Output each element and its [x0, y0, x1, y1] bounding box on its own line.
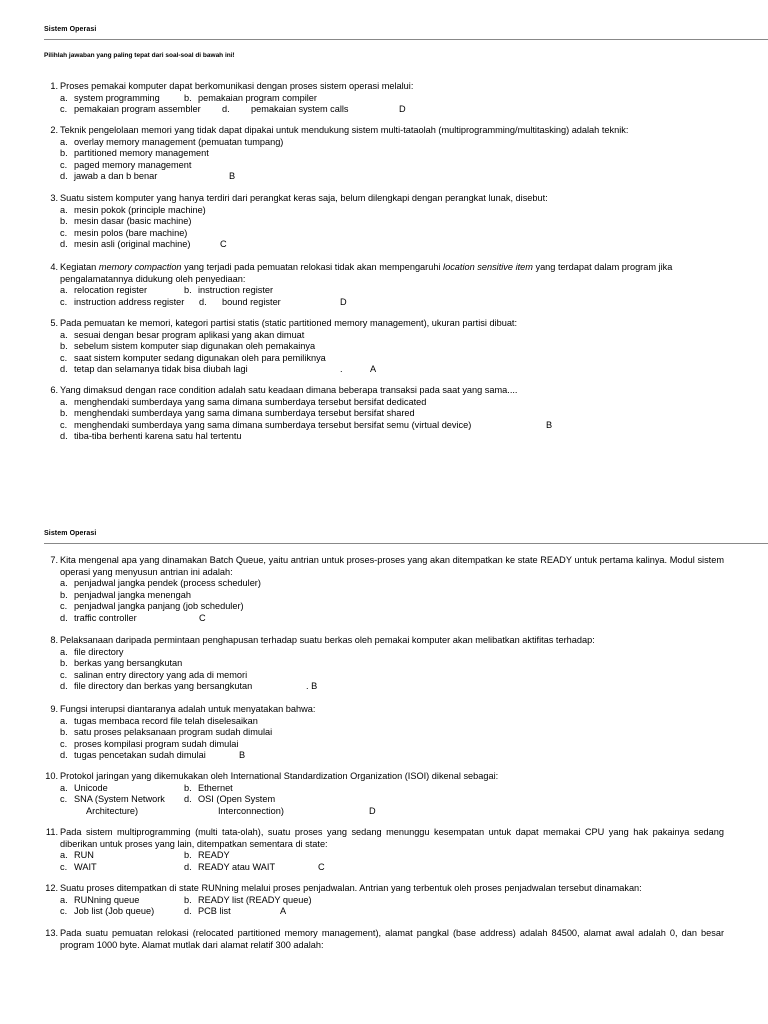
option-letter-d: d. [60, 681, 68, 692]
option-row [44, 148, 724, 160]
separator-dot: . [340, 364, 343, 375]
option-row [44, 750, 724, 762]
option-d: jawab a dan b benar [74, 171, 158, 182]
question-text: Suatu sistem komputer yang hanya terdiri dari perangkat keras saja, belum dilengkapi dengan perangkat lunak, disebut: [60, 193, 548, 203]
option-c: instruction address register [74, 296, 185, 307]
option-letter-b: b. [184, 782, 192, 793]
option-letter-a: a. [60, 894, 68, 905]
option-c: mesin polos (bare machine) [74, 227, 188, 238]
option-d-line-1: OSI (Open System [198, 794, 276, 805]
question-text: Pelaksanaan daripada permintaan penghapusan terhadap suatu berkas oleh pemakai komputer akan melibatkan aktifitas terhadap: [60, 635, 595, 645]
option-row [44, 895, 724, 907]
option-letter-b: b. [60, 148, 68, 159]
option-a: overlay memory management (pemuatan tumpang) [74, 136, 284, 147]
option-a: RUN [74, 850, 94, 861]
option-letter-d: d. [60, 239, 68, 250]
option-letter-a: a. [60, 396, 68, 407]
question-text: Suatu proses ditempatkan di state RUNning melalui proses penjadwalan. Antrian yang terbentuk oleh proses penjadwalan tersebut dinamakan: [60, 883, 642, 893]
question-text: Teknik pengelolaan memori yang tidak dapat dipakai untuk mendukung sistem multi-tataolah (multiprogramming/multitasking) adalah teknik: [60, 125, 629, 135]
question-9 [44, 704, 724, 762]
option-row [44, 783, 724, 795]
question-text: Protokol jaringan yang dikemukakan oleh International Standardization Organization (ISOI) dikenal sebagai: [60, 771, 499, 781]
option-row [44, 171, 724, 183]
option-row [44, 93, 724, 105]
option-letter-a: a. [60, 646, 68, 657]
option-letter-b: b. [60, 589, 68, 600]
option-d: pemakaian system calls [251, 104, 349, 115]
option-letter-c: c. [60, 669, 68, 680]
option-row [44, 137, 724, 149]
text-segment: yang terjadi pada pemuatan relokasi tidak akan mempengaruhi [181, 262, 444, 272]
option-row [44, 590, 724, 602]
question-4 [44, 262, 724, 308]
option-letter-a: a. [60, 204, 68, 215]
option-b: READY [198, 850, 230, 861]
option-row [44, 341, 724, 353]
option-row [44, 397, 724, 409]
option-row [44, 353, 724, 365]
option-letter-d: d. [60, 612, 68, 623]
term-memory-compaction: memory compaction [98, 262, 182, 272]
option-b: partitioned memory management [74, 148, 209, 159]
option-b: mesin dasar (basic machine) [74, 216, 192, 227]
answer-key: . B [306, 681, 318, 692]
option-b: pemakaian program compiler [198, 92, 317, 103]
option-d-line-2: Interconnection) [218, 805, 284, 816]
option-letter-a: a. [60, 782, 68, 793]
question-number: 6. [50, 385, 58, 395]
option-row [44, 160, 724, 172]
option-row [44, 739, 724, 751]
question-text: Pada pemuatan ke memori, kategori partisi statis (static partitioned memory management), ukuran partisi dibuat: [60, 318, 518, 328]
option-a: RUNning queue [74, 894, 140, 905]
question-3 [44, 193, 724, 251]
option-c: proses kompilasi program sudah dimulai [74, 738, 239, 749]
option-letter-d: d. [184, 861, 192, 872]
question-2 [44, 125, 724, 183]
option-letter-c: c. [60, 352, 68, 363]
header-divider [44, 543, 768, 544]
option-d: file directory dan berkas yang bersangkutan [74, 681, 253, 692]
option-letter-d: d. [199, 296, 207, 307]
option-letter-b: b. [184, 285, 192, 296]
option-b: penjadwal jangka menengah [74, 589, 191, 600]
question-11 [44, 827, 724, 873]
option-letter-c: c. [60, 104, 68, 115]
option-c: pemakaian program assembler [74, 104, 201, 115]
option-letter-d: d. [184, 906, 192, 917]
option-letter-c: c. [60, 738, 68, 749]
option-letter-b: b. [60, 341, 68, 352]
answer-key: B [546, 419, 553, 430]
question-13 [44, 928, 724, 951]
option-row [44, 364, 724, 376]
option-d: tetap dan selamanya tidak bisa diubah lagi [74, 364, 248, 375]
option-row [44, 431, 724, 443]
answer-key: D [369, 805, 376, 816]
answer-key: B [239, 750, 246, 761]
option-b: Ethernet [198, 782, 233, 793]
option-letter-c: c. [60, 601, 68, 612]
option-letter-b: b. [60, 658, 68, 669]
answer-key: A [370, 364, 377, 375]
option-b: berkas yang bersangkutan [74, 658, 183, 669]
option-c: penjadwal jangka panjang (job scheduler) [74, 601, 244, 612]
answer-key: C [199, 612, 206, 623]
option-letter-d: d. [60, 750, 68, 761]
option-a: mesin pokok (principle machine) [74, 204, 206, 215]
question-7 [44, 555, 724, 625]
question-text: Pada sistem multiprogramming (multi tata-olah), suatu proses yang sedang menunggu kesempatan untuk dapat memakai CPU yang hak pakainya sedang diberikan untuk proses yang lain, ditempatkan sementara di state: [60, 827, 724, 849]
option-row [44, 216, 724, 228]
option-c: Job list (Job queue) [74, 906, 155, 917]
option-row [44, 658, 724, 670]
option-letter-d: d. [222, 104, 230, 115]
option-a: file directory [74, 646, 124, 657]
option-b: READY list (READY queue) [198, 894, 312, 905]
question-12 [44, 883, 724, 918]
question-number: 2. [50, 125, 58, 135]
option-letter-c: c. [60, 227, 68, 238]
option-letter-c: c. [60, 906, 68, 917]
option-a: relocation register [74, 285, 148, 296]
option-row [44, 670, 724, 682]
option-b: satu proses pelaksanaan program sudah dimulai [74, 727, 273, 738]
question-number: 12. [45, 883, 58, 893]
option-row [44, 716, 724, 728]
option-b: instruction register [198, 285, 274, 296]
option-letter-d: d. [184, 794, 192, 805]
option-letter-b: b. [184, 894, 192, 905]
answer-key: C [318, 861, 325, 872]
question-number: 7. [50, 555, 58, 565]
answer-key: D [399, 104, 406, 115]
option-a: menghendaki sumberdaya yang sama dimana sumberdaya tersebut bersifat dedicated [74, 396, 427, 407]
option-d: READY atau WAIT [198, 861, 276, 872]
option-letter-c: c. [60, 419, 68, 430]
option-c: paged memory management [74, 159, 192, 170]
option-c: WAIT [74, 861, 97, 872]
option-row [44, 330, 724, 342]
option-letter-c: c. [60, 159, 68, 170]
option-row [44, 228, 724, 240]
option-row [44, 578, 724, 590]
question-number: 8. [50, 635, 58, 645]
option-d: PCB list [198, 906, 231, 917]
option-row [44, 601, 724, 613]
page-1 [44, 26, 768, 442]
question-8 [44, 635, 724, 693]
question-number: 13. [45, 928, 58, 938]
answer-key: B [229, 171, 236, 182]
option-b: menghendaki sumberdaya yang sama dimana sumberdaya tersebut bersifat shared [74, 408, 415, 419]
option-row [44, 681, 724, 693]
option-c: salinan entry directory yang ada di memori [74, 669, 248, 680]
question-10 [44, 771, 724, 817]
question-number: 1. [50, 81, 58, 91]
instruction: Pilihlah jawaban yang paling tepat dari soal-soal di bawah ini! [44, 52, 235, 59]
option-letter-b: b. [60, 216, 68, 227]
option-b: sebelum sistem komputer siap digunakan oleh pemakainya [74, 341, 316, 352]
option-c-line-1: SNA (System Network [74, 794, 165, 805]
option-row [44, 285, 724, 297]
option-row [44, 906, 724, 918]
option-row [44, 297, 724, 309]
option-d: tiba-tiba berhenti karena satu hal tertentu [74, 431, 242, 442]
answer-key: D [340, 296, 347, 307]
option-letter-d: d. [60, 171, 68, 182]
option-c-line-2: Architecture) [86, 805, 139, 816]
option-letter-a: a. [60, 92, 68, 103]
option-row [44, 727, 724, 739]
option-letter-d: d. [60, 431, 68, 442]
option-row [44, 613, 724, 625]
option-letter-b: b. [184, 850, 192, 861]
question-number: 5. [50, 318, 58, 328]
option-letter-a: a. [60, 578, 68, 589]
option-a: Unicode [74, 782, 108, 793]
option-c: saat sistem komputer sedang digunakan oleh para pemiliknya [74, 352, 326, 363]
option-row [44, 408, 724, 420]
option-a: sesuai dengan besar program aplikasi yang akan dimuat [74, 329, 305, 340]
question-number: 4. [50, 262, 58, 272]
option-d: traffic controller [74, 612, 137, 623]
option-letter-a: a. [60, 329, 68, 340]
option-a: penjadwal jangka pendek (process scheduler) [74, 578, 261, 589]
option-letter-c: c. [60, 296, 68, 307]
option-row [44, 862, 724, 874]
option-letter-a: a. [60, 136, 68, 147]
term-location-sensitive-item: location sensitive item [443, 262, 533, 272]
question-5 [44, 318, 724, 376]
option-row [44, 794, 724, 806]
question-number: 3. [50, 193, 58, 203]
question-1 [44, 81, 724, 116]
option-a: tugas membaca record file telah diselesaikan [74, 715, 258, 726]
text-segment: Kegiatan [60, 262, 99, 272]
option-a: system programming [74, 92, 160, 103]
option-letter-d: d. [60, 364, 68, 375]
option-letter-b: b. [60, 727, 68, 738]
question-text: Proses pemakai komputer dapat berkomunikasi dengan proses sistem operasi melalui: [60, 81, 414, 91]
option-d: mesin asli (original machine) [74, 239, 191, 250]
option-row [44, 420, 724, 432]
option-row [44, 104, 724, 116]
question-6 [44, 385, 724, 443]
question-text: Kita mengenal apa yang dinamakan Batch Queue, yaitu antrian untuk proses-proses yang akan ditempatkan ke state READY untuk pertama kalinya. Modul sistem operasi yang menyusun antrian ini adalah: [60, 555, 724, 577]
option-row [44, 850, 724, 862]
question-text: Fungsi interupsi diantaranya adalah untuk menyatakan bahwa: [60, 704, 316, 714]
question-text: Yang dimaksud dengan race condition adalah satu keadaan dimana beberapa transaksi pada saat yang sama.... [60, 385, 518, 395]
option-letter-b: b. [184, 92, 192, 103]
question-number: 11. [45, 827, 58, 837]
option-row [44, 205, 724, 217]
header-divider [44, 39, 768, 40]
option-letter-c: c. [60, 794, 68, 805]
option-letter-a: a. [60, 285, 68, 296]
question-text [60, 262, 724, 285]
question-number: 10. [45, 771, 58, 781]
option-row [44, 806, 724, 818]
option-letter-a: a. [60, 850, 68, 861]
option-row [44, 239, 724, 251]
option-row [44, 647, 724, 659]
question-number: 9. [50, 704, 58, 714]
option-letter-b: b. [60, 408, 68, 419]
answer-key: A [280, 906, 287, 917]
option-d: bound register [222, 296, 281, 307]
page-header: Sistem Operasi [44, 530, 97, 537]
page-header: Sistem Operasi [44, 26, 97, 33]
option-c: menghendaki sumberdaya yang sama dimana sumberdaya tersebut bersifat semu (virtual device) [74, 419, 472, 430]
option-letter-a: a. [60, 715, 68, 726]
question-text: Pada suatu pemuatan relokasi (relocated partitioned memory management), alamat pangkal (base address) adalah 84500, alamat awal adalah 0, dan besar program 1000 byte. Alamat mutlak dari alamat relatif 300 adalah: [60, 928, 724, 950]
answer-key: C [220, 239, 227, 250]
option-letter-c: c. [60, 861, 68, 872]
option-d: tugas pencetakan sudah dimulai [74, 750, 206, 761]
text-segment: yang terdapat dalam program jika pengalamatannya didukung oleh penyediaan: [60, 262, 673, 284]
page-2 [44, 530, 768, 950]
